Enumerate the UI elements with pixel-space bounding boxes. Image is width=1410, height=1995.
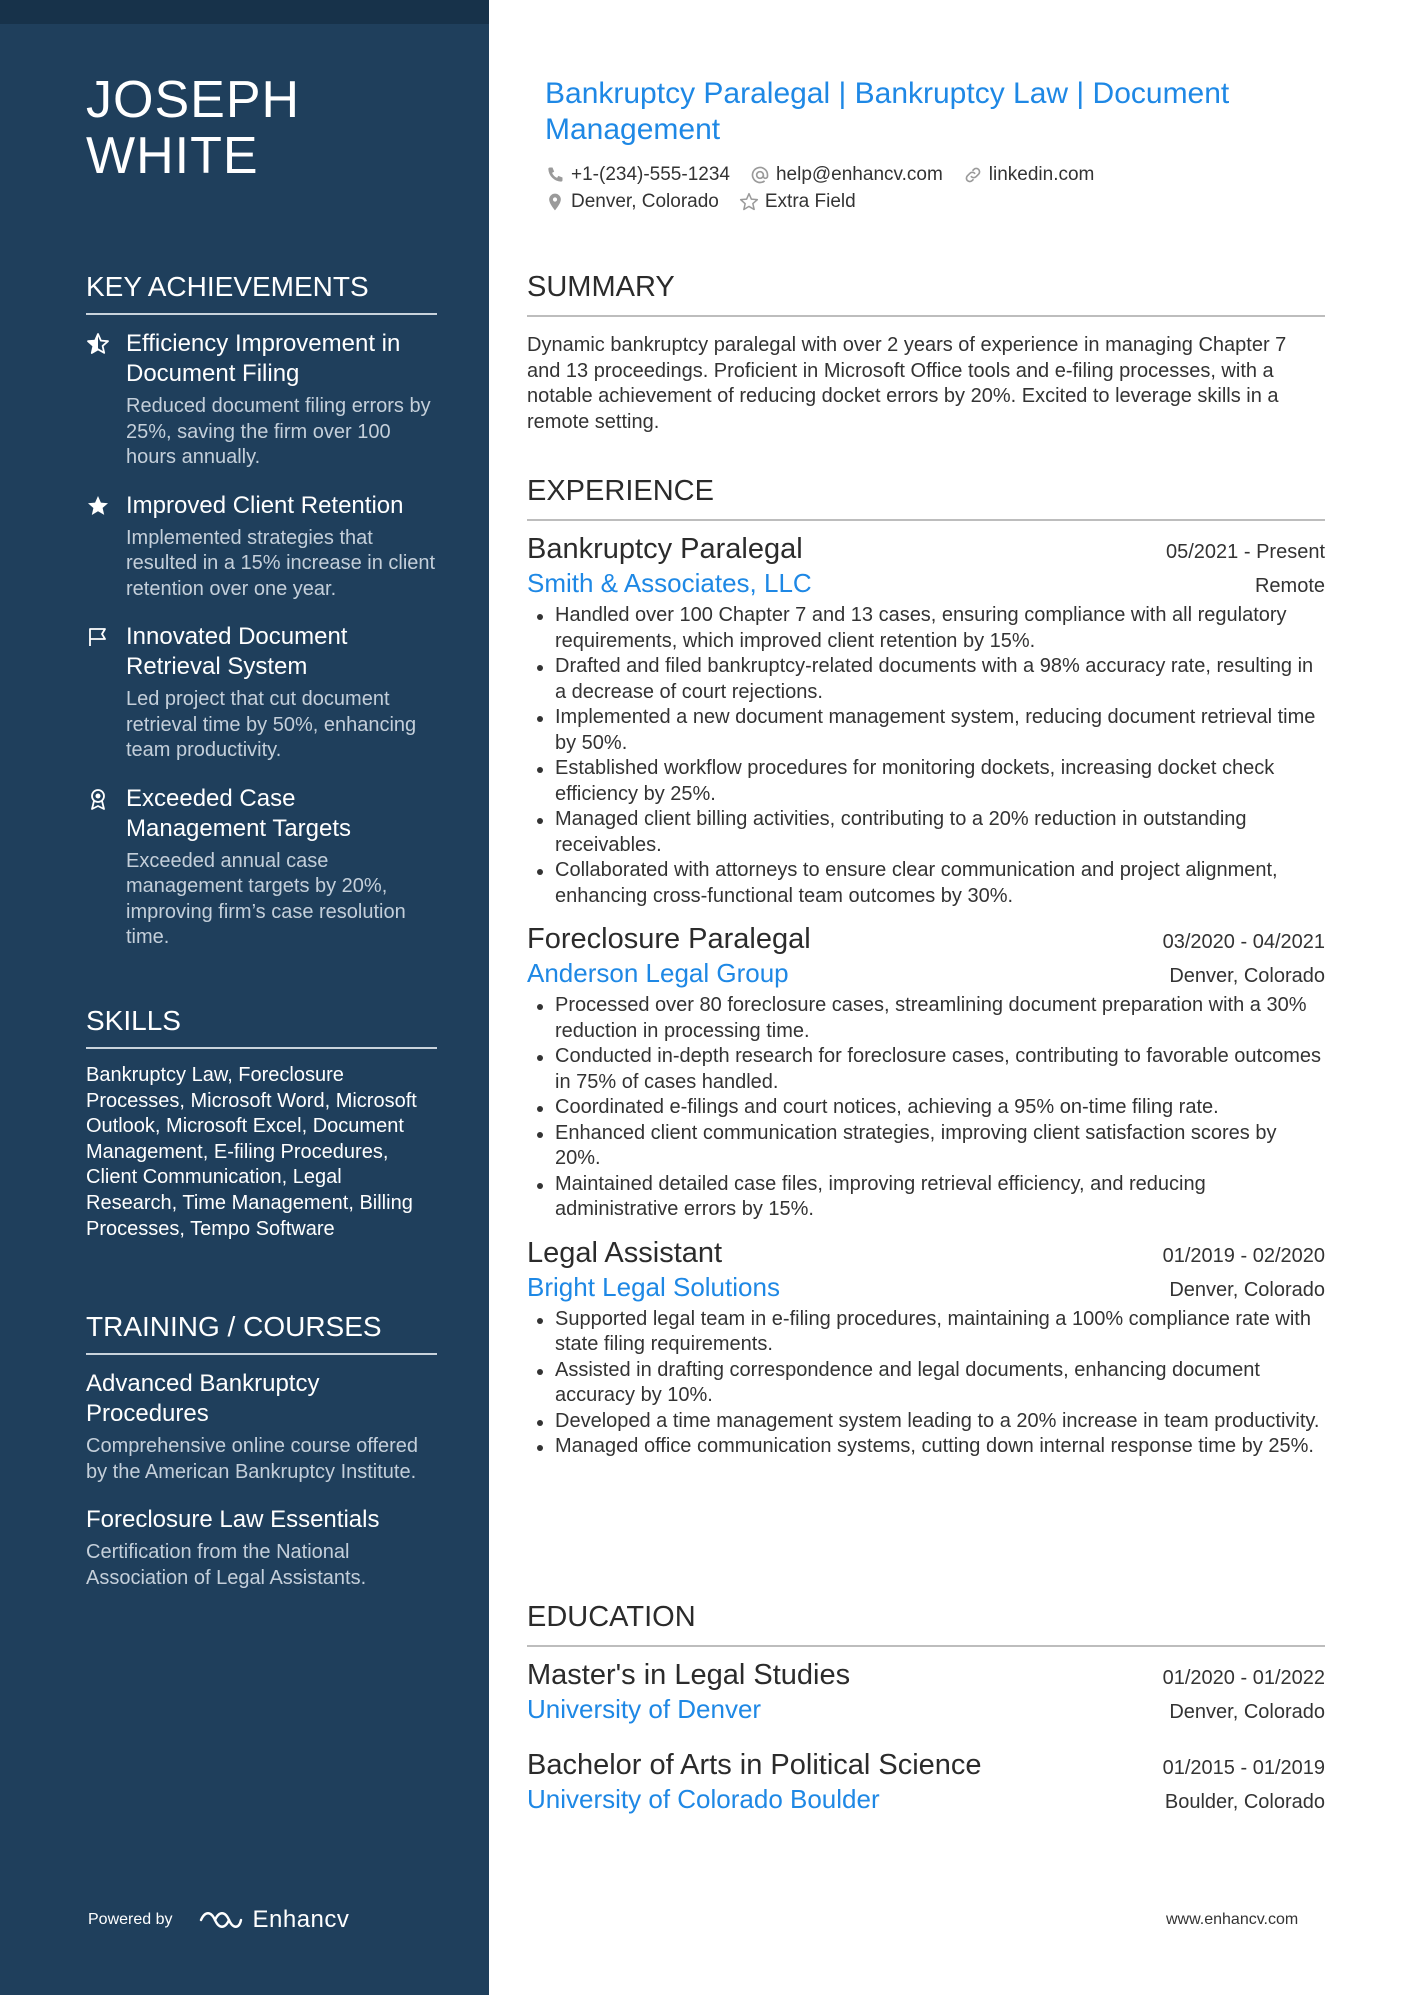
achievement-title: Exceeded Case Management Targets	[126, 784, 352, 842]
education-entry	[527, 1657, 1325, 1725]
achievement-description: Reduced document filing errors by 25%, saving the firm over 100 hours annually.	[126, 395, 431, 468]
candidate-name: JOSEPH WHITE	[86, 71, 301, 185]
link-text: linkedin.com	[988, 164, 1095, 185]
education-dates: 01/2015 - 01/2019	[1162, 1757, 1325, 1779]
contact-row-1	[545, 164, 1114, 186]
key-achievements-section	[86, 270, 437, 971]
job-company[interactable]: Anderson Legal Group	[527, 958, 789, 988]
school-location: Denver, Colorado	[1169, 1701, 1325, 1723]
bullet-item: Managed client billing activities, contributing to a 20% reduction in outstanding receivables.	[527, 807, 1325, 858]
bullet-item: Conducted in-depth research for foreclosure cases, contributing to favorable outcomes in 75% of cases handled.	[527, 1044, 1325, 1095]
job-dates: 03/2020 - 04/2021	[1162, 931, 1325, 953]
course-item	[86, 1505, 437, 1591]
bullet-item: Handled over 100 Chapter 7 and 13 cases, ensuring compliance with all regulatory requirements, which improved client retention by 15%.	[527, 603, 1325, 654]
enhancv-logo-icon	[197, 1907, 245, 1933]
achievement-title: Improved Client Retention	[126, 491, 404, 519]
course-item	[86, 1369, 437, 1485]
link-contact[interactable]	[963, 164, 1095, 186]
enhancv-wordmark: Enhancv	[252, 1906, 350, 1933]
enhancv-logo[interactable]	[197, 1906, 350, 1934]
email-contact[interactable]	[750, 164, 943, 186]
job-bullets	[527, 993, 1325, 1223]
job-dates: 01/2019 - 02/2020	[1162, 1244, 1325, 1267]
bullet-item: Supported legal team in e-filing procedures, maintaining a 100% compliance rate with state filing requirements.	[527, 1307, 1325, 1358]
course-title: Foreclosure Law Essentials	[86, 1506, 380, 1533]
achievement-item	[86, 329, 437, 471]
bullet-item: Established workflow procedures for monitoring dockets, increasing docket check efficiency by 25%.	[527, 756, 1325, 807]
extra-field-contact	[739, 191, 856, 213]
achievement-item	[86, 622, 437, 764]
location-text: Denver, Colorado	[571, 191, 719, 212]
star-icon	[86, 491, 126, 603]
bullet-item: Managed office communication systems, cutting down internal response time by 25%.	[527, 1434, 1325, 1460]
achievement-title: Efficiency Improvement in Document Filing	[126, 330, 401, 387]
bullet-item: Processed over 80 foreclosure cases, streamlining document preparation with a 30% reduction in processing time.	[527, 993, 1325, 1044]
powered-by	[88, 1906, 349, 1934]
achievement-item	[86, 491, 437, 603]
achievement-title: Innovated Document Retrieval System	[126, 623, 348, 680]
training-section	[86, 1310, 437, 1611]
school-location: Boulder, Colorado	[1164, 1791, 1325, 1813]
course-title: Advanced Bankruptcy Procedures	[86, 1370, 320, 1427]
bullet-item: Implemented a new document management system, reducing document retrieval time by 50%.	[527, 705, 1325, 756]
experience-heading: EXPERIENCE	[527, 474, 1325, 521]
achievement-description: Implemented strategies that resulted in a 15% increase in client retention over one year.	[126, 526, 436, 600]
course-description: Certification from the National Association of Legal Assistants.	[86, 1541, 367, 1589]
powered-by-label: Powered by	[88, 1911, 173, 1928]
skills-list: Bankruptcy Law, Foreclosure Processes, Microsoft Word, Microsoft Outlook, Microsoft Excel, Document Management, E-filing Procedures, Client Communication, Legal Research, Time Management, Billing Processes, Tempo Software	[86, 1064, 417, 1240]
job-bullets	[527, 603, 1325, 909]
summary-section	[527, 270, 1325, 435]
footer-url[interactable]: www.enhancv.com	[1166, 1911, 1299, 1928]
experience-section	[527, 474, 1325, 1460]
location-contact	[545, 191, 719, 213]
key-achievements-heading: KEY ACHIEVEMENTS	[86, 270, 437, 315]
skills-section	[86, 1004, 437, 1242]
bullet-item: Developed a time management system leading to a 20% increase in team productivity.	[527, 1409, 1325, 1435]
star-half-icon	[86, 329, 126, 471]
school-name[interactable]: University of Denver	[527, 1694, 762, 1724]
job-entry	[527, 1235, 1325, 1460]
job-entry	[527, 921, 1325, 1223]
job-entry	[527, 531, 1325, 909]
degree-title: Master's in Legal Studies	[527, 1659, 851, 1691]
job-location: Denver, Colorado	[1169, 965, 1325, 987]
phone-contact[interactable]	[545, 164, 730, 186]
course-description: Comprehensive online course offered by the American Bankruptcy Institute.	[86, 1435, 419, 1483]
star-outline-icon	[739, 192, 759, 212]
achievement-description: Led project that cut document retrieval time by 50%, enhancing team productivity.	[126, 688, 417, 761]
job-bullets	[527, 1307, 1325, 1460]
bullet-item: Drafted and filed bankruptcy-related documents with a 98% accuracy rate, resulting in a decrease of court rejections.	[527, 654, 1325, 705]
job-company[interactable]: Bright Legal Solutions	[527, 1271, 780, 1302]
bullet-item: Coordinated e-filings and court notices, achieving a 95% on-time filing rate.	[527, 1095, 1325, 1121]
headline: Bankruptcy Paralegal | Bankruptcy Law | Document Management	[545, 77, 1230, 146]
job-title: Legal Assistant	[527, 1236, 723, 1269]
job-dates: 05/2021 - Present	[1166, 541, 1325, 563]
email-text: help@enhancv.com	[775, 164, 943, 185]
job-title: Bankruptcy Paralegal	[527, 533, 803, 565]
bullet-item: Assisted in drafting correspondence and legal documents, enhancing document accuracy by 10%.	[527, 1358, 1325, 1409]
at-icon	[750, 165, 770, 185]
phone-icon	[545, 165, 565, 185]
link-icon	[963, 165, 983, 185]
phone-text: +1-(234)-555-1234	[571, 164, 730, 185]
achievement-description: Exceeded annual case management targets by 20%, improving firm’s case resolution time.	[126, 849, 406, 948]
school-name[interactable]: University of Colorado Boulder	[527, 1784, 880, 1814]
flag-icon	[86, 622, 126, 764]
bullet-item: Collaborated with attorneys to ensure clear communication and project alignment, enhancing cross-functional team outcomes by 30%.	[527, 858, 1325, 909]
sidebar-top-bar	[0, 0, 489, 24]
degree-title: Bachelor of Arts in Political Science	[527, 1749, 982, 1781]
education-heading: EDUCATION	[527, 1600, 1325, 1647]
summary-text: Dynamic bankruptcy paralegal with over 2 years of experience in managing Chapter 7 and 13 proceedings. Proficient in Microsoft Office tools and e-filing processes, with a notable achievement of reducing docket errors by 20%. Excited to leverage skills in a remote setting.	[527, 334, 1287, 433]
award-icon	[86, 784, 126, 951]
sidebar	[0, 0, 489, 1995]
skills-heading: SKILLS	[86, 1004, 437, 1049]
contact-row-2	[545, 191, 876, 213]
bullet-item: Enhanced client communication strategies, improving client satisfaction scores by 20%.	[527, 1121, 1325, 1172]
job-location: Denver, Colorado	[1169, 1278, 1325, 1301]
achievement-item	[86, 784, 437, 951]
job-company[interactable]: Smith & Associates, LLC	[527, 568, 812, 598]
job-location: Remote	[1254, 575, 1325, 597]
education-section	[527, 1600, 1325, 1815]
extra-field-text: Extra Field	[764, 191, 856, 212]
training-heading: TRAINING / COURSES	[86, 1310, 437, 1355]
education-dates: 01/2020 - 01/2022	[1162, 1667, 1325, 1689]
bullet-item: Maintained detailed case files, improving retrieval efficiency, and reducing administrative errors by 15%.	[527, 1172, 1325, 1223]
location-pin-icon	[545, 192, 565, 212]
summary-heading: SUMMARY	[527, 270, 1325, 317]
job-title: Foreclosure Paralegal	[527, 923, 811, 955]
education-entry	[527, 1747, 1325, 1815]
